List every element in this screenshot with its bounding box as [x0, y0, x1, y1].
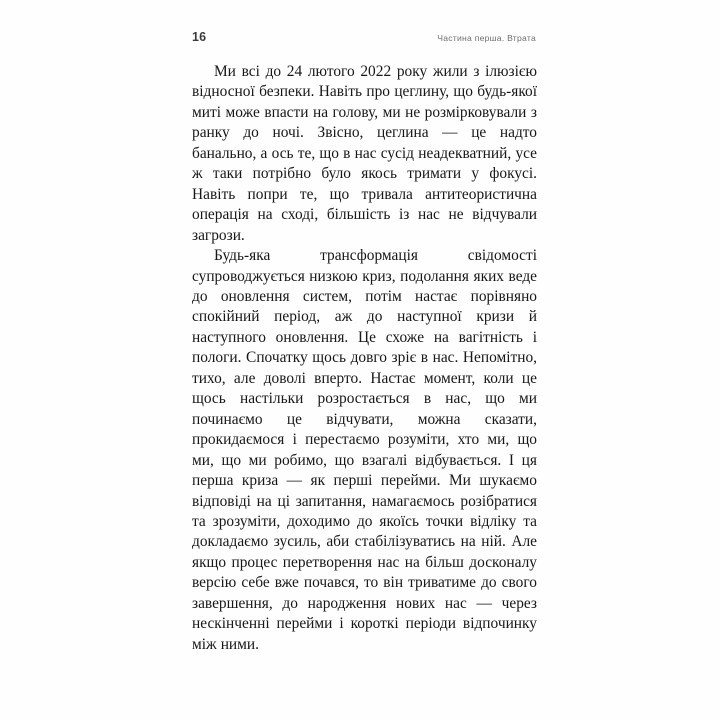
body-paragraph-1: Ми всі до 24 лютого 2022 року жили з ілюзією відносної безпеки. Навіть про цеглину, що будь-якої миті може впасти на голову, ми не розмірковували з ранку до ночі. Звісно, цеглина — це надто банально, а ось те, що в нас сусід неадекватний, усе ж таки потрібно було якось тримати у фокусі. Навіть попри те, що тривала антитеористична операція на сході, більшість із нас не відчували загрози. [192, 63, 537, 244]
running-head: Частина перша. Втрата [437, 33, 536, 43]
page-header [192, 30, 536, 48]
body-text-block [192, 62, 537, 655]
page-number: 16 [192, 30, 207, 44]
body-paragraph-2: Будь-яка трансформація свідомості супроводжується низкою криз, подолання яких веде до оновлення систем, потім настає порівняно спокійний період, аж до наступної кризи й наступного оновлення. Це схоже на вагітність і пологи. Спочатку щось довго зріє в нас. Непомітно, тихо, але доволі вперто. Настає момент, коли це щось настільки розростається в нас, що ми починаємо це відчувати, можна сказати, прокидаємося і перестаємо розуміти, хто ми, що ми, що ми робимо, що взагалі відбувається. І ця перша криза — як перші перейми. Ми шукаємо відповіді на ці запитання, намагаємось розібратися та зрозуміти, доходимо до якоїсь точки відліку та докладаємо зусиль, аби стабілізуватись на ній. Але якщо процес перетворення нас на більш досконалу версію себе вже почався, то він триватиме до свого завершення, до народження нових нас — через нескінченні перейми і короткі періоди відпочинку між ними. [192, 247, 537, 653]
